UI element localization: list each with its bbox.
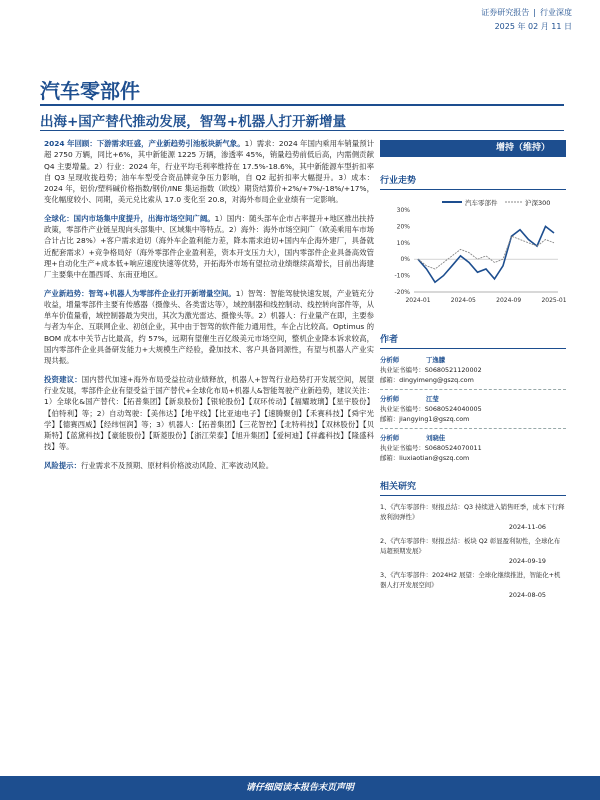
author-name: 丁逸朦 bbox=[426, 356, 446, 364]
related-item[interactable] bbox=[380, 570, 566, 600]
report-kind: 行业深度 bbox=[540, 8, 572, 17]
related-item-title: 1、《汽车零部件：财报总结：Q3 持续进入销售旺季，成本下行释放利润弹性》 bbox=[380, 503, 565, 521]
x-tick-label: 2024-09 bbox=[496, 297, 522, 304]
trend-chart bbox=[380, 192, 566, 312]
paragraph-text: 1）需求：2024 年国内乘用车销量预计超 2750 万辆，同比+6%，其中新能源 1225 万辆，渗透率 45%，销量趋势前低后高，内需侧贡献 Q4 主要增量。2）行业：2024 年，行业平均毛利率维持在 17.5%-18.6%，其中新能源车型折扣率自 Q3 呈现收拢趋势；油车车型受合资品牌竞争压力影响，自 Q2 起折扣率大幅提升。3）成本：2024 年，铝价/塑料碱价格指数/钢价/INE 集运指数（欧线）期货结算价+2%/+7%/-18%/+17%，变化幅度较小、同期，美元兑比索从 17.0 变化至 20.8，对海外布局企业业绩有一定影响。 bbox=[44, 139, 374, 205]
paragraph-lead: 投资建议： bbox=[44, 374, 82, 384]
paragraph-globalization bbox=[44, 213, 374, 281]
x-tick-label: 2024-01 bbox=[405, 297, 431, 304]
y-tick-label: -20% bbox=[394, 289, 410, 296]
footer-disclaimer: 请仔细阅读本报告末页声明 bbox=[0, 776, 600, 800]
author-email[interactable]: 邮箱：dingyimeng@gszq.com bbox=[380, 376, 474, 384]
paragraph-text: 国内替代加速+海外布局受益拉动业绩释放，机器人+智驾行业趋势打开发展空间，展望行业发展，零部件企业有望受益于国产替代+全球化布局+机器人&智能驾驶产业新趋势，建议关注：1）全球化&国产替代：【拓普集团】【新泉股份】【银轮股份】【双环传动】【福耀玻璃】【星宇股份】【伯特利】等；2）自动驾驶：【美伟达】【地平线】【比亚迪电子】【速腾聚创】【禾赛科技】【舜宇光学】【德赛西威】【经纬恒润】等；3）机器人：【拓普集团】【三花智控】【北特科技】【双林股份】【贝斯特】【蓝黛科技】【豪能股份】【斯菱股份】【浙江荣泰】【旭升集团】【爱柯迪】【祥鑫科技】【隆盛科技】等。 bbox=[44, 374, 374, 452]
legend-label-1: 汽车零部件 bbox=[465, 199, 498, 207]
author-role: 分析师 bbox=[380, 434, 400, 442]
summary-body bbox=[44, 138, 374, 478]
x-tick-label: 2025-01 bbox=[541, 297, 566, 304]
paragraph-text: 行业需求不及预期、原材料价格波动风险、汇率波动风险。 bbox=[80, 460, 274, 470]
paragraph-text: 1）智驾：智能驾驶快速发展，产业链充分收益，增量零部件主要有传感器（摄像头、各类雷达等），域控制器和线控制动、线控转向部件等，从单车价值量看，域控制器最为突出，其次为激光雷达、摄像头等。2）机器人：行业量产在即，主要参与者为车企、互联网企业、初创企业，其中由于智驾的软件能力通用性，车企占比较高。Optimus 的 BOM 成本中关节占比最高，约 57%，远期有望催生百亿级美元市场空间，整机企业降本诉求较高，国内零部件企业具备研发能力+大规模生产经验，叠加技术、客户具备同源性，有望与机器人产业实现共振。 bbox=[44, 288, 374, 366]
y-tick-label: 0% bbox=[400, 256, 410, 264]
paragraph-review bbox=[44, 138, 374, 206]
y-tick-label: -10% bbox=[394, 272, 410, 280]
rating-badge: 增持（维持） bbox=[380, 140, 566, 157]
paragraph-investment bbox=[44, 374, 374, 453]
paragraph-trends bbox=[44, 288, 374, 367]
author-entry bbox=[380, 394, 566, 424]
related-item-title: 3、《汽车零部件：2024H2 展望：全球化继续推进，智能化+机器人打开发展空间》 bbox=[380, 571, 561, 589]
y-tick-label: 10% bbox=[396, 239, 410, 247]
related-item[interactable] bbox=[380, 536, 566, 566]
page-subtitle: 出海+国产替代推动发展，智驾+机器人打开新增量 bbox=[40, 114, 347, 130]
report-type: 证券研究报告 bbox=[481, 8, 530, 17]
paragraph-lead: 2024 年回顾：下游需求旺盛，产业新趋势引池板块新气象。 bbox=[44, 139, 245, 148]
related-item[interactable] bbox=[380, 502, 566, 532]
paragraph-text: 1）国内：随头部车企市占率提升+地区推出扶持政策，零部件产业链呈现向头部集中、区域集中等特点。2）海外：海外市场空间广（欧美乘用车市场合计占比 28%）+客户需求迫切（海外车企盈利能力差，降本需求迫切+国内车企海外建厂，具备就近配套需求）+竞争格局好（海外零部件企业盈利差，资本开支压力大），国内零部件企业具备高效管理+自动化生产+成本低+响应速度快速等优势，开拓海外市场有望拉动业绩继续高增长，目前出海建厂主要集中在墨西哥、东南亚地区。 bbox=[44, 213, 374, 280]
related-item-date: 2024-09-19 bbox=[508, 557, 546, 565]
author-cert: 执业证书编号：S0680521120002 bbox=[380, 366, 482, 374]
related-list bbox=[380, 502, 566, 600]
author-entry bbox=[380, 433, 566, 463]
related-item-date: 2024-08-05 bbox=[508, 591, 546, 599]
paragraph-lead: 风险提示： bbox=[44, 460, 81, 470]
author-role: 分析师 bbox=[380, 395, 400, 403]
author-email[interactable]: 邮箱：liuxiaotian@gszq.com bbox=[380, 454, 470, 462]
y-tick-label: 20% bbox=[396, 223, 410, 231]
paragraph-risk bbox=[44, 460, 374, 471]
related-item-title: 2、《汽车零部件：财报总结：板块 Q2 彰显盈利韧性，全球化布局超预期发展》 bbox=[380, 537, 561, 555]
report-header: 证券研究报告 | 行业深度 2025 年 02 月 11 日 bbox=[481, 6, 572, 34]
authors-title: 作者 bbox=[380, 332, 566, 349]
author-divider bbox=[380, 428, 566, 429]
trend-title: 行业走势 bbox=[380, 173, 566, 190]
author-divider bbox=[380, 389, 566, 390]
author-cert: 执业证书编号：S0680524070011 bbox=[380, 444, 482, 452]
author-entry bbox=[380, 355, 566, 385]
series-line-1 bbox=[418, 226, 554, 282]
page-title: 汽车零部件 bbox=[40, 79, 140, 103]
series-line-2 bbox=[418, 236, 554, 269]
paragraph-lead: 全球化：国内市场集中度提升，出海市场空间广阔。 bbox=[44, 213, 215, 223]
x-tick-label: 2024-05 bbox=[450, 297, 476, 304]
related-title: 相关研究 bbox=[380, 479, 566, 496]
related-item-date: 2024-11-06 bbox=[508, 523, 546, 531]
author-email[interactable]: 邮箱：jiangying1@gszq.com bbox=[380, 415, 470, 423]
author-cert: 执业证书编号：S0680524040005 bbox=[380, 405, 482, 413]
author-name: 江莹 bbox=[426, 395, 439, 403]
sidebar bbox=[380, 140, 566, 604]
author-role: 分析师 bbox=[380, 356, 400, 364]
author-list bbox=[380, 355, 566, 463]
report-date: 2025 年 02 月 11 日 bbox=[494, 22, 572, 31]
legend-label-2: 沪深300 bbox=[525, 199, 551, 207]
author-name: 刘晓佳 bbox=[426, 434, 446, 442]
paragraph-lead: 产业新趋势：智驾+机器人为零部件企业打开新增量空间。 bbox=[44, 288, 236, 298]
y-tick-label: 30% bbox=[396, 207, 410, 214]
title-rule bbox=[40, 104, 564, 106]
subtitle-rule bbox=[40, 130, 564, 131]
